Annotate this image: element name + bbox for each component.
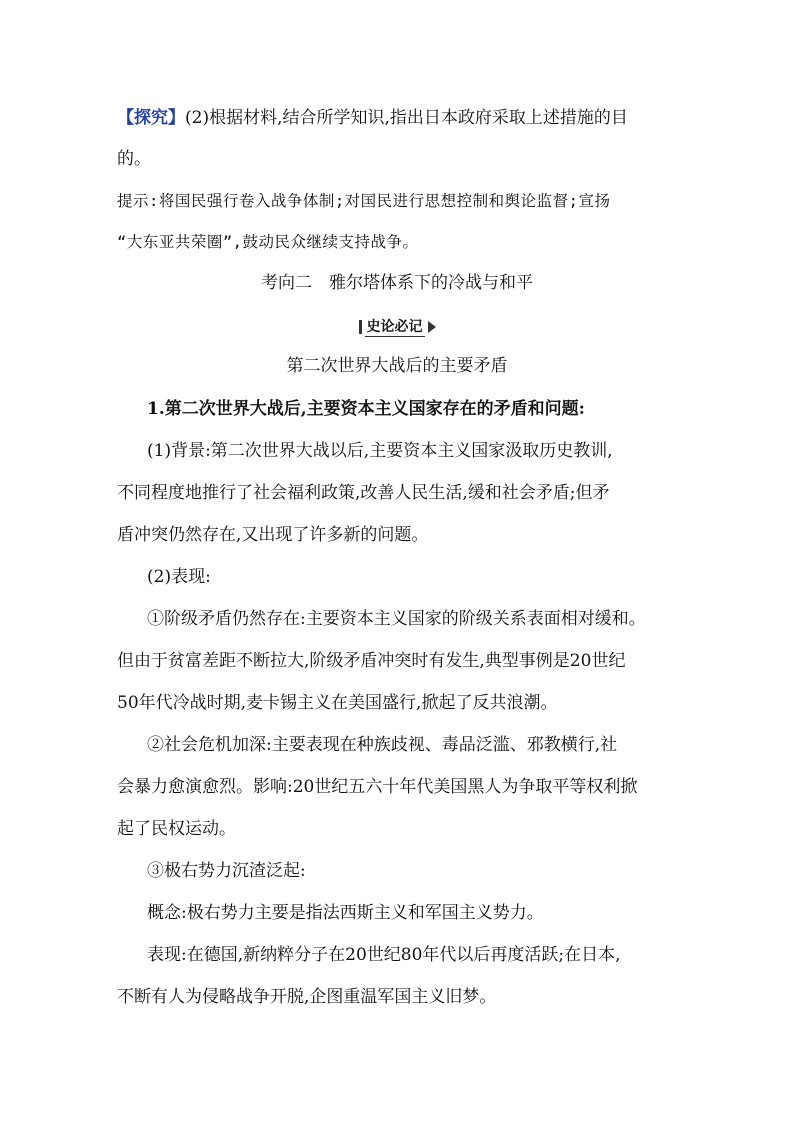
manifest-label: (2)表现:	[147, 567, 211, 587]
background-line-1: (1)背景:第二次世界大战以后,主要资本主义国家汲取历史教训,	[147, 441, 613, 461]
triangle-right-icon	[428, 321, 436, 333]
item2-line-2: 会暴力愈演愈烈。影响:20世纪五六十年代美国黑人为争取平等权利掀	[117, 777, 638, 797]
item3-line-1: ③极右势力沉渣泛起:	[147, 861, 306, 881]
background-line-3: 盾冲突仍然存在,又出现了许多新的问题。	[117, 525, 429, 545]
item3-manifest-line-1: 表现:在德国,新纳粹分子在20世纪80年代以后再度活跃;在日本,	[147, 945, 621, 965]
hint-line-1: 提示:将国民强行卷入战争体制;对国民进行思想控制和舆论监督;宣扬	[117, 192, 611, 210]
explore-question-line-1	[117, 106, 692, 130]
item1-line-1: ①阶级矛盾仍然存在:主要资本主义国家的阶级关系表面相对缓和。	[147, 609, 646, 629]
point1-heading: 1.第二次世界大战后,主要资本主义国家存在的矛盾和问题:	[147, 399, 585, 419]
explore-tag: 【探究】	[117, 108, 185, 128]
badge-row	[0, 316, 794, 338]
subtitle: 第二次世界大战后的主要矛盾	[286, 356, 508, 376]
item3-concept: 概念:极右势力主要是指法西斯主义和军国主义势力。	[147, 903, 544, 923]
bar-marker-icon	[359, 320, 362, 334]
hint-line-2: “大东亚共荣圈”,鼓动民众继续支持战争。	[117, 233, 419, 251]
background-line-2: 不同程度地推行了社会福利政策,改善人民生活,缓和社会矛盾;但矛	[117, 483, 610, 503]
badge-label: 史论必记	[365, 316, 425, 337]
item2-line-3: 起了民权运动。	[117, 819, 236, 839]
item1-line-2: 但由于贫富差距不断拉大,阶级矛盾冲突时有发生,典型事例是20世纪	[117, 651, 626, 671]
section-badge	[359, 316, 436, 337]
item1-line-3: 50年代冷战时期,麦卡锡主义在美国盛行,掀起了反共浪潮。	[117, 693, 558, 713]
item2-line-1: ②社会危机加深:主要表现在种族歧视、毒品泛滥、邪教横行,社	[147, 735, 618, 755]
section-title: 考向二 雅尔塔体系下的冷战与和平	[261, 273, 533, 293]
item3-manifest-line-2: 不断有人为侵略战争开脱,企图重温军国主义旧梦。	[117, 987, 497, 1007]
explore-question-text: (2)根据材料,结合所学知识,指出日本政府采取上述措施的目	[185, 108, 628, 128]
explore-question-line-2: 的。	[117, 149, 151, 169]
